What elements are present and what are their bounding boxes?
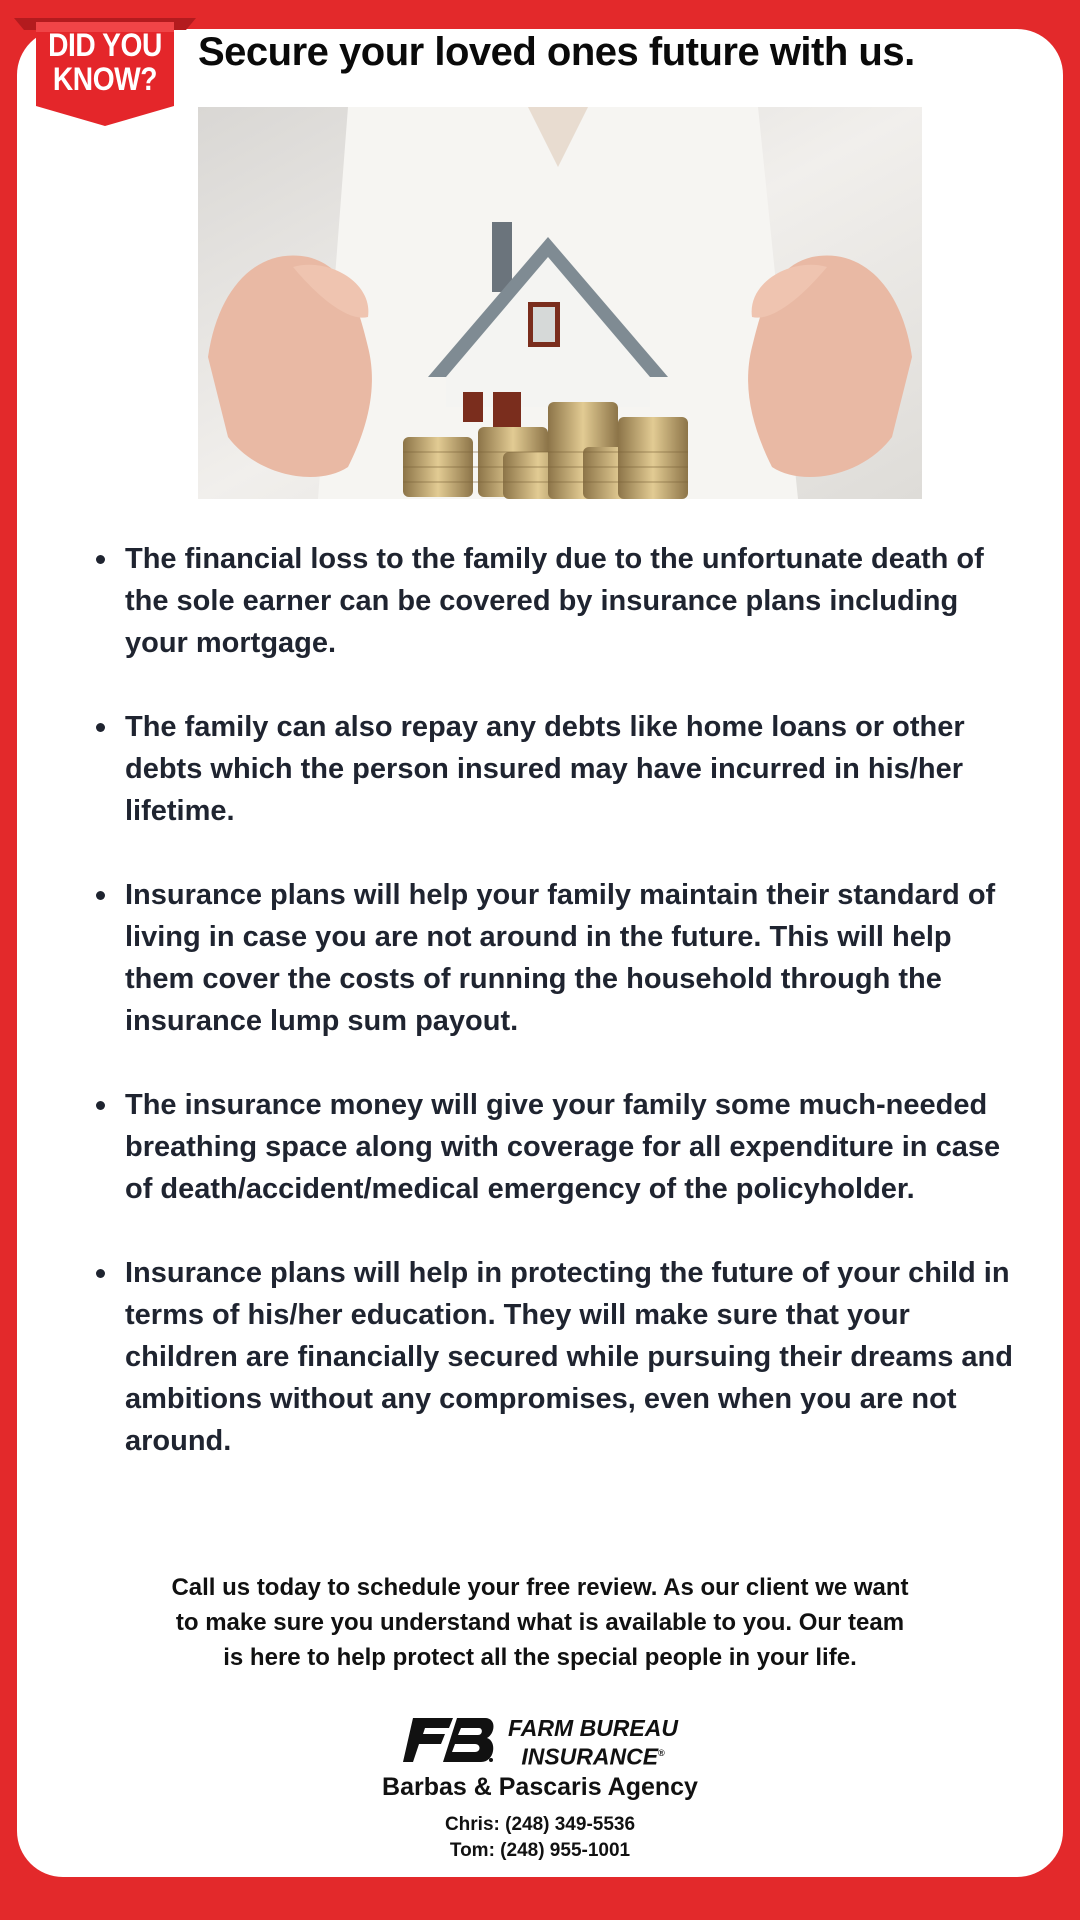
- bullet-text: The insurance money will give your family some much-needed breathing space along with coverage for all expenditure in case of death/accident/medical emergency of the policyholder.: [125, 1089, 1001, 1205]
- cta-line-3: is here to help protect all the special people in your life.: [223, 1644, 857, 1671]
- bullet-icon: [96, 723, 105, 732]
- agency-name: Barbas & Pascaris Agency: [382, 1773, 698, 1801]
- bullet-icon: [96, 555, 105, 564]
- cta-line-2: to make sure you understand what is available to you. Our team: [175, 1609, 905, 1636]
- bullet-text: Insurance plans will help your family maintain their standard of living in case you are not around in the future. This will help them cover the costs of running the household through the insurance lump sum payout.: [125, 879, 996, 1037]
- badge-line-1: DID YOU: [48, 27, 162, 63]
- bullet-text: The financial loss to the family due to the unfortunate death of the sole earner can be covered by insurance plans including your mortgage.: [125, 543, 984, 659]
- registered-icon: ®: [658, 1748, 665, 1758]
- call-to-action: [150, 1570, 930, 1675]
- list-item: [96, 874, 1016, 1042]
- list-item: [96, 706, 1016, 832]
- list-item: [96, 538, 1016, 664]
- bullet-icon: [96, 891, 105, 900]
- bullet-text: The family can also repay any debts like home loans or other debts which the person insured may have incurred in his/her lifetime.: [125, 711, 965, 827]
- did-you-know-badge: [14, 18, 196, 128]
- bullet-icon: [96, 1101, 105, 1110]
- cta-line-1: Call us today to schedule your free review. As our client we want: [171, 1574, 909, 1601]
- fb-logo-icon: [403, 1716, 498, 1764]
- list-item: [96, 1084, 1016, 1210]
- house-coins-photo: [198, 107, 922, 499]
- bullet-text: Insurance plans will help in protecting the future of your child in terms of his/her education. They will make sure that your children are financially secured while pursuing their dreams and ambitions without any compromises, even when you are not around.: [125, 1257, 1013, 1457]
- page-title: Secure your loved ones future with us.: [198, 30, 915, 74]
- bullet-icon: [96, 1269, 105, 1278]
- badge-line-2: KNOW?: [52, 61, 158, 97]
- logo-line-2: INSURANCE: [521, 1743, 659, 1770]
- benefits-list: [96, 538, 1016, 1504]
- farm-bureau-logo: [403, 1715, 678, 1770]
- logo-line-1: FARM BUREAU: [508, 1715, 678, 1741]
- list-item: [96, 1252, 1016, 1462]
- phone-tom: Tom: (248) 955-1001: [449, 1840, 631, 1861]
- phone-chris: Chris: (248) 349-5536: [444, 1814, 636, 1835]
